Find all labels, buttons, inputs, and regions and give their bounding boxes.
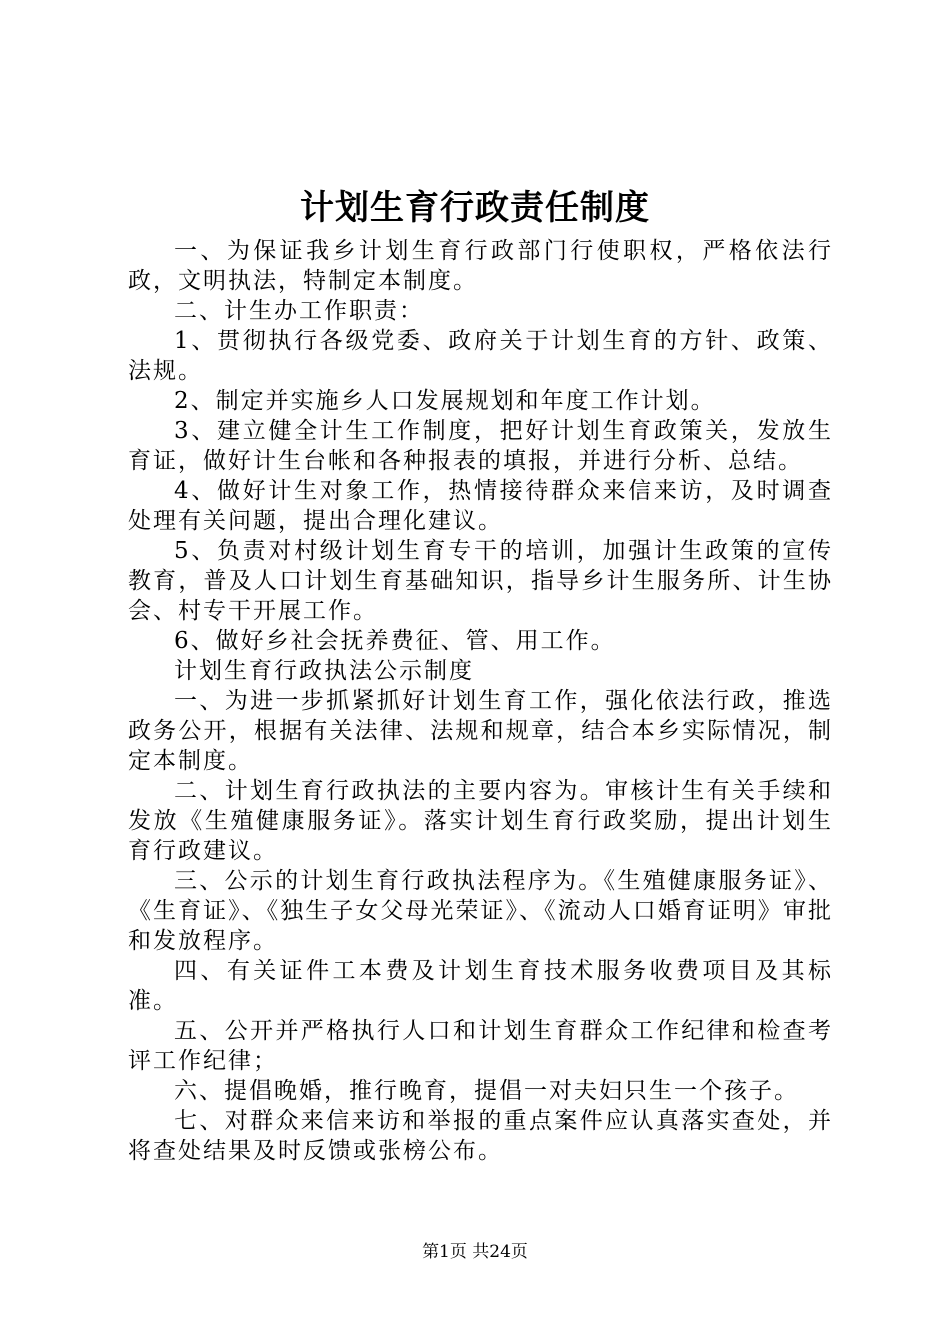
paragraph: 三、公示的计划生育行政执法程序为。《生殖健康服务证》、《生育证》、《独生子女父母光荣证》、《流动人口婚育证明》审批和发放程序。 xyxy=(128,868,833,954)
document-body xyxy=(128,236,833,1166)
paragraph: 1、贯彻执行各级党委、政府关于计划生育的方针、政策、法规。 xyxy=(128,328,833,384)
paragraph: 五、公开并严格执行人口和计划生育群众工作纪律和检查考评工作纪律； xyxy=(128,1018,833,1074)
paragraph: 二、计划生育行政执法的主要内容为。审核计生有关手续和发放《生殖健康服务证》。落实计划生育行政奖励，提出计划生育行政建议。 xyxy=(128,778,833,864)
paragraph: 七、对群众来信来访和举报的重点案件应认真落实查处，并将查处结果及时反馈或张榜公布。 xyxy=(128,1108,833,1164)
paragraph: 六、提倡晚婚，推行晚育，提倡一对夫妇只生一个孩子。 xyxy=(174,1078,799,1104)
paragraph: 四、有关证件工本费及计划生育技术服务收费项目及其标准。 xyxy=(128,958,833,1014)
paragraph: 2、制定并实施乡人口发展规划和年度工作计划。 xyxy=(174,388,716,414)
page-number: 第1页 共24页 xyxy=(422,1242,528,1262)
document-title: 计划生育行政责任制度 xyxy=(300,188,650,228)
paragraph: 4、做好计生对象工作，热情接待群众来信来访，及时调查处理有关问题，提出合理化建议。 xyxy=(128,478,833,534)
section-heading: 计划生育行政执法公示制度 xyxy=(174,658,474,684)
paragraph: 3、建立健全计生工作制度，把好计划生育政策关，发放生育证，做好计生台帐和各种报表的填报，并进行分析、总结。 xyxy=(128,418,833,474)
paragraph: 二、计生办工作职责： xyxy=(174,298,424,324)
paragraph: 6、做好乡社会抚养费征、管、用工作。 xyxy=(174,628,616,654)
paragraph: 一、为保证我乡计划生育行政部门行使职权，严格依法行政，文明执法，特制定本制度。 xyxy=(128,238,833,294)
paragraph: 一、为进一步抓紧抓好计划生育工作，强化依法行政，推选政务公开，根据有关法律、法规和规章，结合本乡实际情况，制定本制度。 xyxy=(128,688,833,774)
paragraph: 5、负责对村级计划生育专干的培训，加强计生政策的宣传教育，普及人口计划生育基础知识，指导乡计生服务所、计生协会、村专干开展工作。 xyxy=(128,538,833,624)
